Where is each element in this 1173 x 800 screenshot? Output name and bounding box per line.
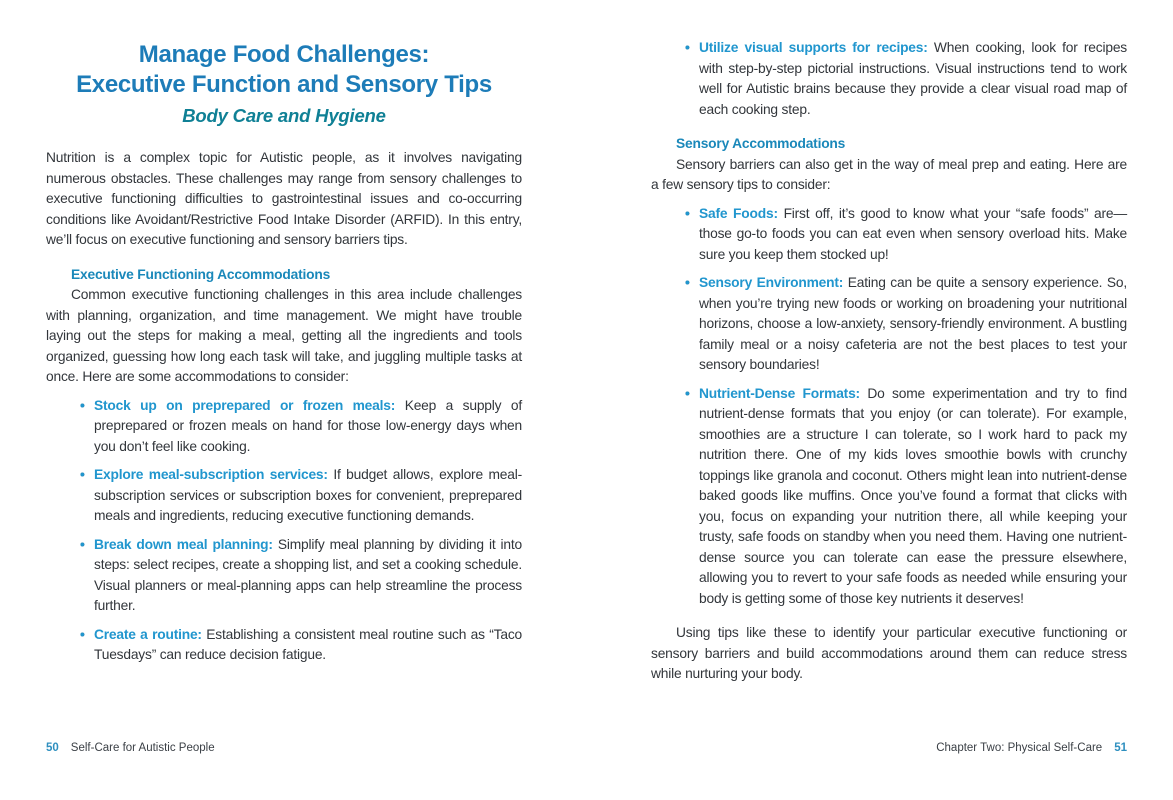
bullet-text: If budget allows, explore meal-subscription services or subscription boxes for convenient, preprepared meals and ingredients, reducing executive functioning demands.: [94, 467, 522, 523]
page-title: [46, 40, 522, 100]
bullet-marker-icon: • •: [80, 397, 85, 413]
bullet-lead: Explore meal-subscription services:: [94, 467, 328, 482]
right-page: [651, 38, 1127, 685]
section-heading-executive-functioning: Executive Functioning Accommodations: [71, 266, 331, 282]
bullet-lead: Nutrient-Dense Formats:: [699, 385, 860, 401]
bullet-list-continued: [651, 38, 1127, 120]
list-item: [685, 384, 1127, 610]
bullet-text: Do some experimentation and try to find nutrient-dense formats that you enjoy (or can tolerate). For example, smoothies are a structure I can tolerate, so I work hard to pack my nutrition there. One of my kids loves smoothie bowls with crunchy toppings like granola and coconut. Others might lean into nutrient-dense baked goods like muffins. Once you’ve found a format that clicks with you, focus on expanding your nutrition there, all while keeping your trusty, safe foods on standby when you need them. Having one nutrient-dense source you can tolerate can ease the pressure elsewhere, allowing you to revert to your safe foods as needed while ensuring your body is getting some of those key nutrients it deserves!: [699, 385, 1127, 606]
bullet-text: Eating can be quite a sensory experience. So, when you’re trying new foods or working on broadening your nutritional horizons, choose a low-anxiety, sensory-friendly environment. A bustling family meal or a noisy cafeteria are not the best places to test your sensory boundaries!: [699, 275, 1128, 372]
bullet-lead: Create a routine:: [94, 626, 202, 642]
closing-paragraph: Using tips like these to identify your particular executive functioning or sensory barriers and build accommodations around them can reduce stress while nurturing your body.: [651, 625, 1127, 681]
bullet-list-sensory: [651, 204, 1127, 610]
bullet-lead: Sensory Environment:: [699, 275, 844, 290]
bullet-lead: Break down meal planning:: [94, 536, 273, 552]
page-subtitle: Body Care and Hygiene: [182, 105, 386, 126]
bullet-marker-icon: • •: [80, 536, 85, 552]
list-item: [80, 396, 522, 458]
bullet-marker-icon: • •: [685, 40, 690, 55]
bullet-text: Establishing a consistent meal routine such as “Taco Tuesdays” can reduce decision fatigue.: [94, 626, 522, 662]
bullet-lead: Safe Foods:: [699, 205, 778, 221]
bullet-lead: Stock up on preprepared or frozen meals:: [94, 397, 396, 413]
page-number-right: 51: [1114, 742, 1127, 754]
bullet-text: When cooking, look for recipes with step-by-step pictorial instructions. Visual instructions tend to work well for Autistic brains because they provide a clear visual road map of each cooking step.: [699, 40, 1127, 117]
bullet-marker-icon: • •: [685, 205, 690, 221]
bullet-marker-icon: • •: [80, 626, 85, 642]
bullet-text: First off, it’s good to know what your “safe foods” are—those go-to foods you can eat even when sensory overload hits. Make sure you keep them stocked up!: [699, 205, 1127, 262]
list-item: [685, 273, 1128, 376]
intro-paragraph: Nutrition is a complex topic for Autistic people, as it involves navigating numerous obstacles. These challenges may range from sensory challenges to executive functioning difficulties to gastrointestinal issues and co-occurring conditions like Avoidant/Restrictive Food Intake Disorder (ARFID). In this entry, we’ll focus on executive functioning and sensory barriers tips.: [46, 150, 522, 247]
footer-chapter-title: Chapter Two: Physical Self-Care: [936, 742, 1103, 754]
list-item: [685, 204, 1127, 266]
footer-book-title: Self-Care for Autistic People: [70, 742, 215, 754]
list-item: [80, 535, 522, 617]
page-number-left: 50: [46, 742, 59, 754]
footer-right: [936, 741, 1127, 756]
list-item: [685, 38, 1127, 120]
list-item: [80, 625, 522, 666]
page-title-line2: Executive Function and Sensory Tips: [76, 71, 492, 98]
section-heading-sensory: Sensory Accommodations: [676, 136, 846, 151]
left-page: [46, 40, 522, 674]
bullet-marker-icon: • •: [685, 275, 690, 290]
bullet-list-executive: [46, 396, 522, 666]
page-title-line1: Manage Food Challenges:: [138, 41, 430, 68]
bullet-text: Keep a supply of preprepared or frozen meals on hand for those low-energy days when you don’t feel like cooking.: [94, 397, 522, 454]
bullet-lead: Utilize visual supports for recipes:: [699, 40, 928, 55]
bullet-marker-icon: • •: [80, 467, 85, 482]
footer-left: [46, 741, 215, 756]
list-item: [80, 465, 522, 527]
section-intro-paragraph: Common executive functioning challenges in this area include challenges with planning, organization, and time management. We might have trouble laying out the steps for making a meal, getting all the ingredients and tools organized, guessing how long each task will take, and juggling multiple tasks at once. Here are some accommodations to consider:: [46, 287, 522, 384]
section-intro-paragraph: Sensory barriers can also get in the way of meal prep and eating. Here are a few sensory tips to consider:: [651, 156, 1127, 192]
bullet-marker-icon: • •: [685, 385, 690, 401]
bullet-text: Simplify meal planning by dividing it into steps: select recipes, create a shopping list, and set a cooking schedule. Visual planners or meal-planning apps can help streamline the process further.: [94, 536, 522, 613]
